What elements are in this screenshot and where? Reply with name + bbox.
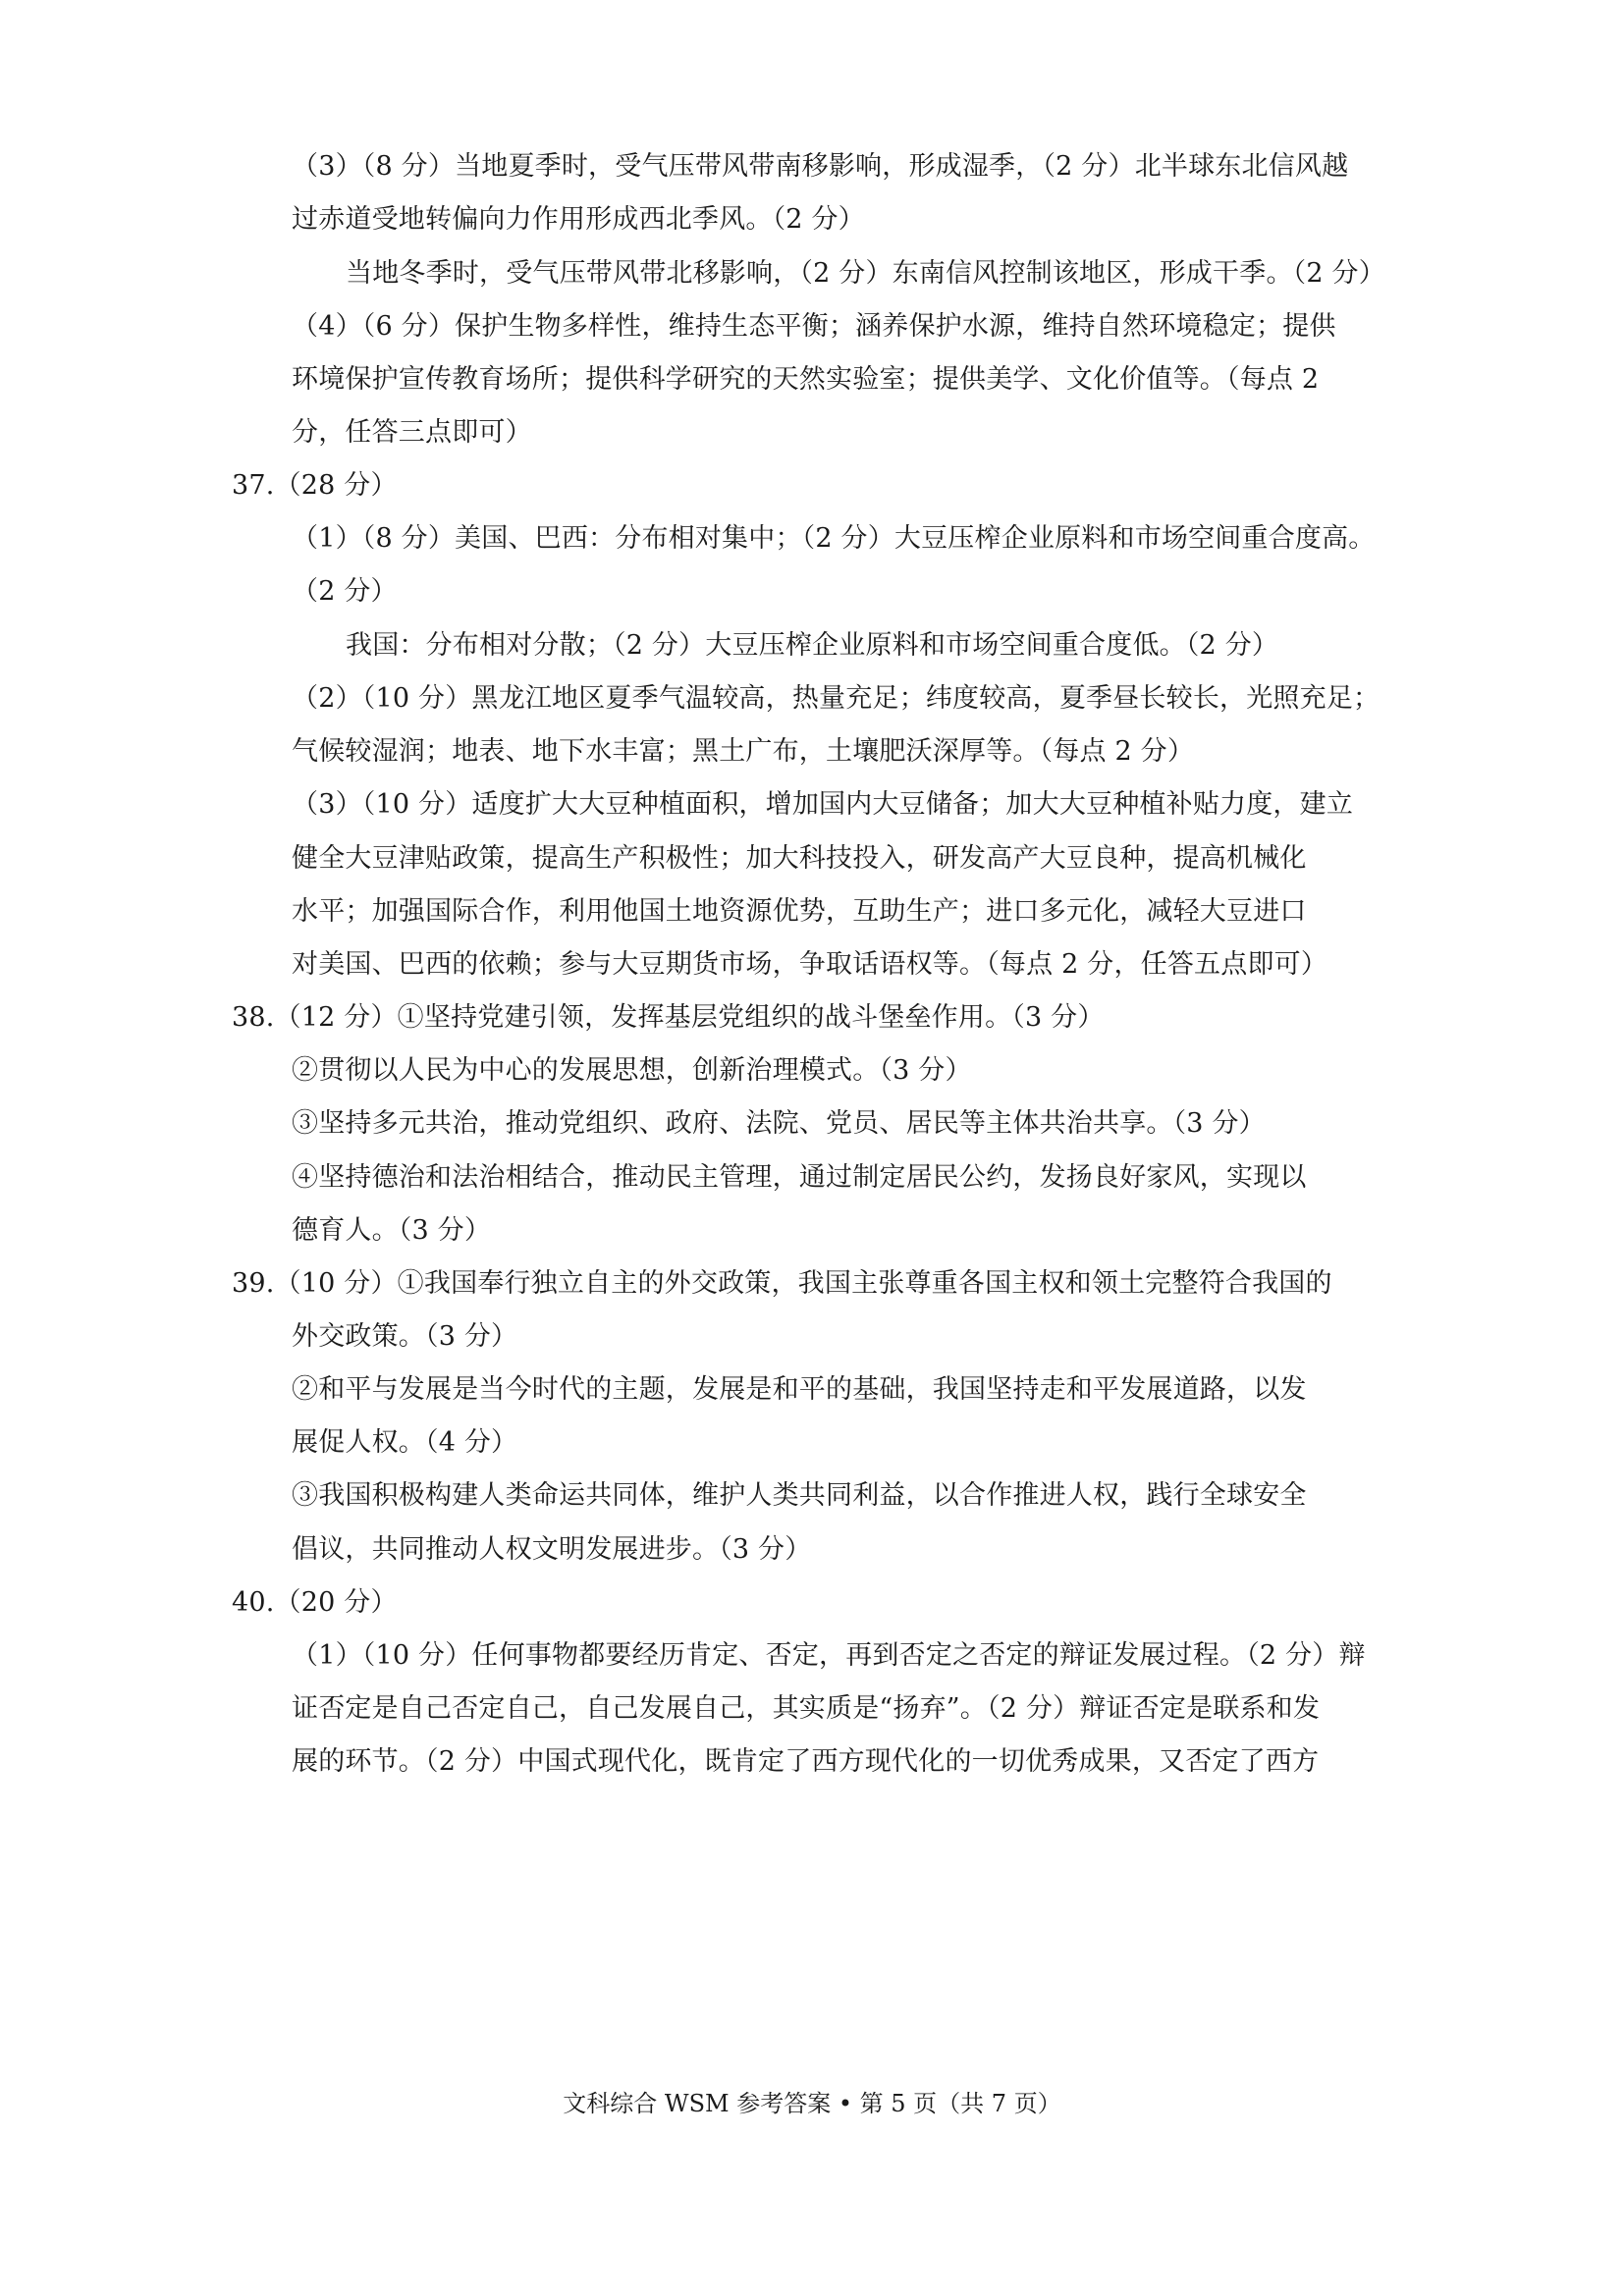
- question-38-heading: 38.（12 分）①坚持党建引领，发挥基层党组织的战斗堡垒作用。（3 分）: [232, 1002, 1105, 1033]
- line-13: （3）（10 分）适度扩大大豆种植面积，增加国内大豆储备；加大大豆种植补贴力度，建立: [292, 789, 1354, 820]
- line-27: 倡议，共同推动人权文明发展进步。（3 分）: [292, 1534, 812, 1565]
- line-8: （1）（8 分）美国、巴西：分布相对集中；（2 分）大豆压榨企业原料和市场空间重合度高。: [292, 523, 1376, 554]
- line-20: ④坚持德治和法治相结合，推动民主管理，通过制定居民公约，发扬良好家风，实现以: [292, 1162, 1307, 1193]
- line-21: 德育人。（3 分）: [292, 1215, 492, 1246]
- line-4: （4）（6 分）保护生物多样性，维持生态平衡；涵养保护水源，维持自然环境稳定；提供: [292, 311, 1336, 342]
- page-footer: 文科综合 WSM 参考答案 • 第 5 页（共 7 页）: [563, 2090, 1061, 2117]
- question-40-heading: 40.（20 分）: [232, 1587, 398, 1618]
- line-26: ③我国积极构建人类命运共同体，维护人类共同利益，以合作推进人权，践行全球安全: [292, 1480, 1307, 1511]
- line-12: 气候较湿润；地表、地下水丰富；黑土广布，土壤肥沃深厚等。（每点 2 分）: [292, 736, 1195, 767]
- line-3: 当地冬季时，受气压带风带北移影响，（2 分）东南信风控制该地区，形成干季。（2 分）: [346, 258, 1385, 289]
- question-39-heading: 39.（10 分）①我国奉行独立自主的外交政策，我国主张尊重各国主权和领土完整符合我国的: [232, 1268, 1332, 1299]
- line-31: 展的环节。（2 分）中国式现代化，既肯定了西方现代化的一切优秀成果，又否定了西方: [292, 1746, 1320, 1777]
- line-5: 环境保护宣传教育场所；提供科学研究的天然实验室；提供美学、文化价值等。（每点 2: [292, 364, 1320, 395]
- line-24: ②和平与发展是当今时代的主题，发展是和平的基础，我国坚持走和平发展道路，以发: [292, 1374, 1307, 1405]
- line-18: ②贯彻以人民为中心的发展思想，创新治理模式。（3 分）: [292, 1055, 972, 1086]
- line-23: 外交政策。（3 分）: [292, 1321, 518, 1352]
- line-15: 水平；加强国际合作，利用他国土地资源优势，互助生产；进口多元化，减轻大豆进口: [292, 896, 1307, 927]
- line-16: 对美国、巴西的依赖；参与大豆期货市场，争取话语权等。（每点 2 分，任答五点即可）: [292, 949, 1328, 980]
- line-30: 证否定是自己否定自己，自己发展自己，其实质是“扬弃”。（2 分）辩证否定是联系和发: [292, 1693, 1321, 1724]
- line-19: ③坚持多元共治，推动党组织、政府、法院、党员、居民等主体共治共享。（3 分）: [292, 1108, 1266, 1139]
- line-25: 展促人权。（4 分）: [292, 1427, 518, 1458]
- line-29: （1）（10 分）任何事物都要经历肯定、否定，再到否定之否定的辩证发展过程。（2 分）辩: [292, 1640, 1366, 1671]
- question-37-heading: 37.（28 分）: [232, 470, 398, 501]
- line-1: （3）（8 分）当地夏季时，受气压带风带南移影响，形成湿季，（2 分）北半球东北信风越: [292, 151, 1349, 182]
- line-9: （2 分）: [292, 576, 398, 607]
- line-2: 过赤道受地转偏向力作用形成西北季风。（2 分）: [292, 204, 865, 235]
- line-10: 我国：分布相对分散；（2 分）大豆压榨企业原料和市场空间重合度低。（2 分）: [346, 630, 1279, 661]
- line-11: （2）（10 分）黑龙江地区夏季气温较高，热量充足；纬度较高，夏季昼长较长，光照充足；: [292, 683, 1380, 714]
- line-6: 分，任答三点即可）: [292, 417, 532, 448]
- line-14: 健全大豆津贴政策，提高生产积极性；加大科技投入，研发高产大豆良种，提高机械化: [292, 843, 1307, 874]
